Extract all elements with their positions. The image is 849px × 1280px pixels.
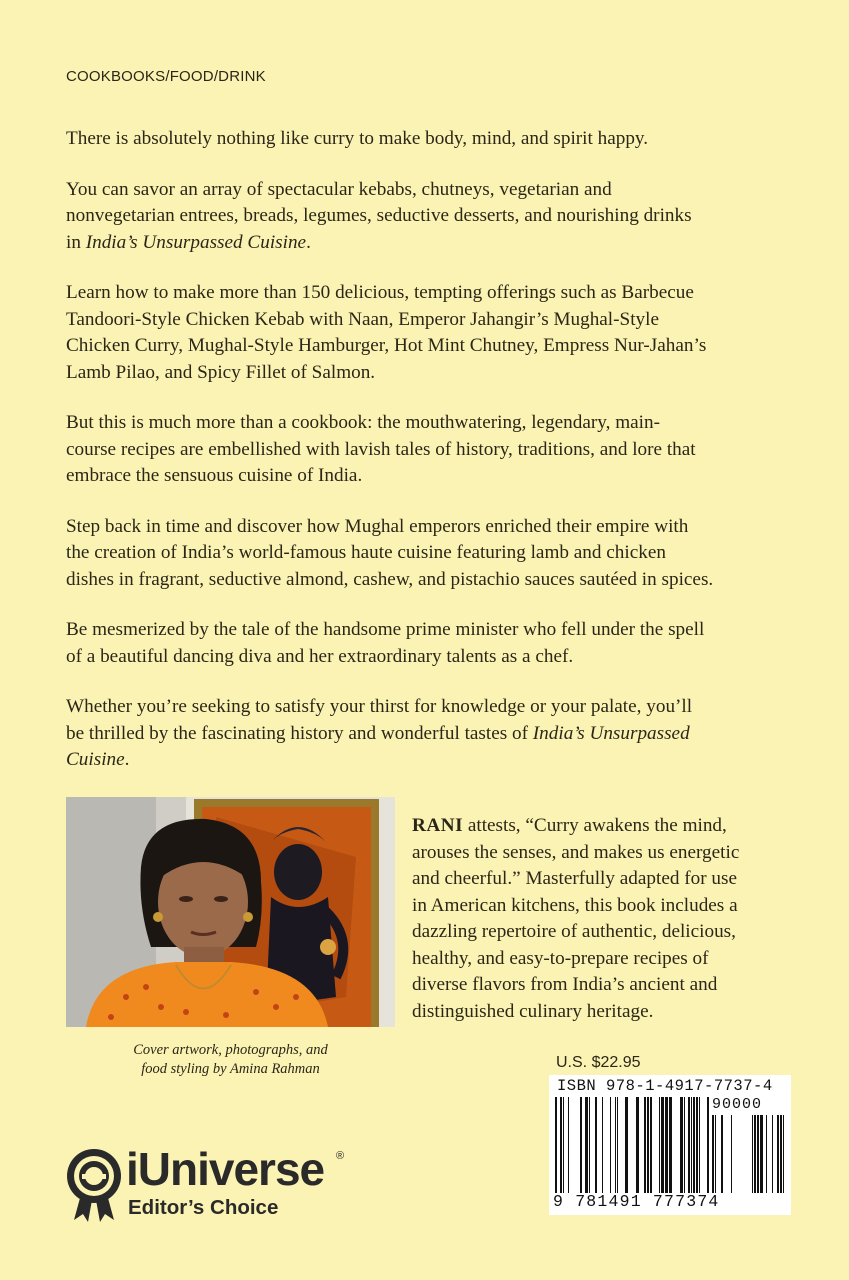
publisher-logo (66, 1143, 356, 1223)
caption-line: Cover artwork, photographs, and (133, 1042, 328, 1058)
text-line: dishes in fragrant, seductive almond, cashew, and pistachio sauces sautéed in spices. (66, 568, 714, 590)
text-line: be thrilled by the fascinating history and wonderful tastes of (66, 722, 533, 744)
text-line: Learn how to make more than 150 delicious, tempting offerings such as Barbecue (66, 282, 694, 303)
price-label: U.S. $22.95 (556, 1054, 641, 1071)
isbn-barcode (549, 1075, 791, 1215)
bio-line: arouses the senses, and makes us energetic (412, 841, 740, 863)
text-line: Lamb Pilao, and Spicy Fillet of Salmon. (66, 361, 376, 383)
book-title: India’s Unsurpassed Cuisine (85, 231, 307, 253)
publisher-name: iUniverse (126, 1143, 325, 1195)
paragraph-closing (66, 694, 806, 774)
text-line: nonvegetarian entrees, breads, legumes, seductive desserts, and nourishing drinks (66, 205, 692, 226)
registered-mark: ® (336, 1150, 345, 1162)
text-line: the creation of India’s world-famous haute cuisine featuring lamb and chicken (66, 542, 666, 563)
author-photo (66, 797, 395, 1027)
caption-line: food styling by Amina Rahman (141, 1061, 320, 1077)
bio-line: dazzling repertoire of authentic, delicious, (412, 921, 736, 942)
bio-line: in American kitchens, this book includes a (412, 894, 738, 916)
book-title: India’s Unsurpassed (532, 722, 690, 744)
text-line: Tandoori-Style Chicken Kebab with Naan, Emperor Jahangir’s Mughal-Style (66, 308, 659, 330)
paragraph-array (66, 177, 806, 257)
bio-line: attests, “Curry awakens the mind, (463, 815, 727, 836)
category-label: COOKBOOKS/FOOD/DRINK (66, 68, 266, 85)
book-title: Cuisine (66, 749, 125, 770)
bio-line: and cheerful.” Masterfully adapted for use (412, 868, 737, 889)
iuniverse-seal-icon (66, 1148, 126, 1223)
publisher-tagline: Editor’s Choice (128, 1196, 279, 1219)
text-line: Chicken Curry, Mughal-Style Hamburger, Hot Mint Chutney, Empress Nur-Jahan’s (66, 335, 707, 356)
price-code-digits: 90000 (712, 1096, 763, 1113)
text-line: . (306, 231, 311, 253)
text-line: But this is much more than a cookbook: the mouthwatering, legendary, main- (66, 412, 660, 433)
bio-line: healthy, and easy-to-prepare recipes of (412, 947, 709, 969)
text-line: embrace the sensuous cuisine of India. (66, 465, 363, 486)
author-photo-illustration (66, 797, 395, 1027)
author-name: RANI (412, 815, 464, 836)
text-line: You can savor an array of spectacular kebabs, chutneys, vegetarian and (66, 178, 612, 200)
isbn-number: ISBN 978-1-4917-7737-4 (557, 1077, 773, 1095)
photo-credit-caption (66, 1041, 395, 1079)
paragraph-tale (66, 617, 806, 670)
author-bio (412, 813, 807, 1025)
text-line: course recipes are embellished with lavish tales of history, traditions, and lore that (66, 438, 696, 460)
paragraph-intro (66, 126, 806, 153)
ean-digits: 9 781491 777374 (553, 1192, 720, 1211)
text-line: in (66, 231, 86, 253)
text-line: . (124, 749, 130, 770)
text-line: Step back in time and discover how Mughal emperors enriched their empire with (66, 515, 689, 537)
bio-line: distinguished culinary heritage. (412, 1000, 654, 1022)
paragraph-more (66, 410, 806, 490)
description (66, 126, 806, 798)
text-line: Whether you’re seeking to satisfy your thirst for knowledge or your palate, you’ll (66, 696, 693, 717)
text-line: There is absolutely nothing like curry to make body, mind, and spirit happy. (66, 128, 649, 149)
bio-line: diverse flavors from India’s ancient and (412, 974, 718, 995)
paragraph-recipes (66, 280, 806, 386)
text-line: of a beautiful dancing diva and her extraordinary talents as a chef. (66, 645, 574, 667)
text-line: Be mesmerized by the tale of the handsome prime minister who fell under the spell (66, 619, 705, 640)
paragraph-history (66, 514, 806, 594)
